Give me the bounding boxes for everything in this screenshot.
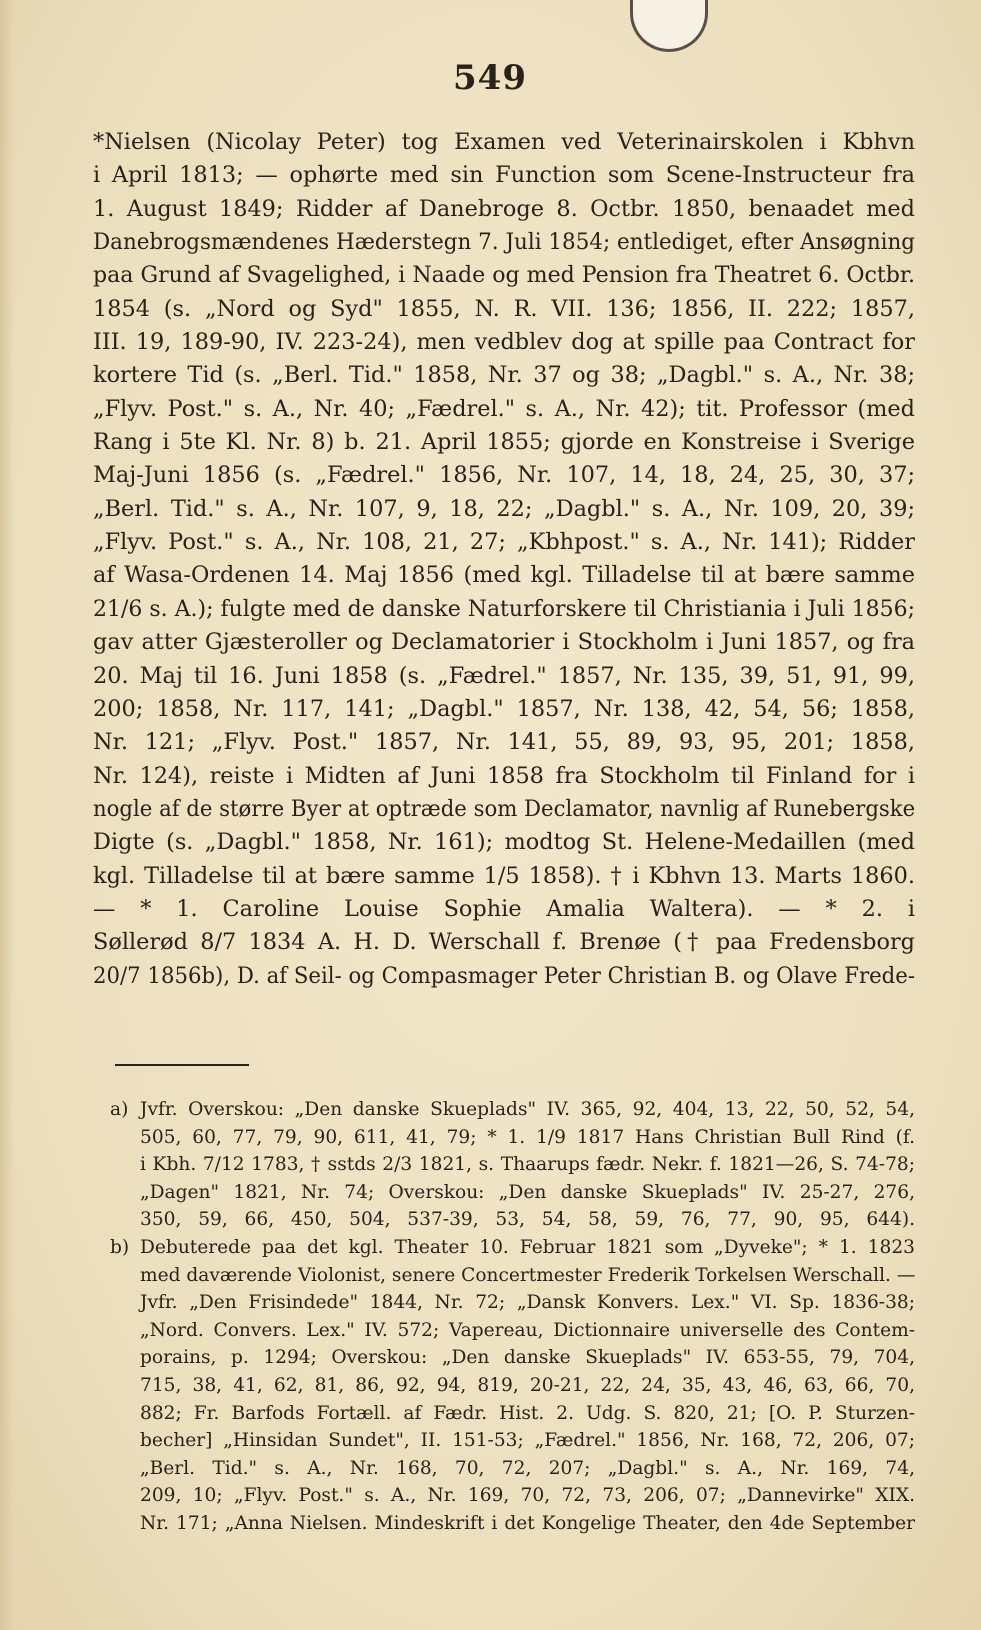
text-line: Digte (s. „Dagbl." 1858, Nr. 161); modtog St. Helene-Medaillen (med — [93, 829, 915, 856]
footnote-line: „Berl. Tid." s. A., Nr. 168, 70, 72, 207; „Dagbl." s. A., Nr. 169, 74, — [140, 1457, 915, 1479]
text-line: — * 1. Caroline Louise Sophie Amalia Waltera). — * 2. i — [93, 895, 915, 922]
text-line: *Nielsen (Nicolay Peter) tog Examen ved Veterinairskolen i Kbhvn — [93, 129, 915, 155]
text-line: Nr. 124), reiste i Midten af Juni 1858 fra Stockholm til Finland for i — [93, 762, 915, 789]
text-line: Rang i 5te Kl. Nr. 8) b. 21. April 1855; gjorde en Konstreise i Sverige — [93, 429, 915, 456]
footnote-line: 209, 10; „Flyv. Post." s. A., Nr. 169, 70, 72, 73, 206, 07; „Dannevirke" XIX. — [140, 1485, 915, 1507]
footnote-line: becher] „Hinsidan Sundet", II. 151-53; „Fædrel." 1856, Nr. 168, 72, 206, 07; — [140, 1430, 915, 1452]
footnote — [110, 1096, 915, 1234]
text-line: 20/7 1856b), D. af Seil- og Compasmager Peter Christian B. og Olave Frede- — [93, 962, 915, 989]
text-line: kortere Tid (s. „Berl. Tid." 1858, Nr. 37 og 38; „Dagbl." s. A., Nr. 38; — [93, 362, 915, 389]
footnote-line: 505, 60, 77, 79, 90, 611, 41, 79; * 1. 1/9 1817 Hans Christian Bull Rind (f. — [140, 1126, 915, 1148]
text-line: 1. August 1849; Ridder af Danebroge 8. Octbr. 1850, benaadet med — [93, 195, 915, 222]
footnote-line: med daværende Violonist, senere Concertmester Frederik Torkelsen Werschall. — — [140, 1264, 916, 1286]
text-line: Maj-Juni 1856 (s. „Fædrel." 1856, Nr. 107, 14, 18, 24, 25, 30, 37; — [93, 462, 915, 489]
text-line: Nr. 121; „Flyv. Post." 1857, Nr. 141, 55, 89, 93, 95, 201; 1858, — [93, 729, 915, 756]
text-line: 20. Maj til 16. Juni 1858 (s. „Fædrel." 1857, Nr. 135, 39, 51, 91, 99, — [93, 662, 915, 689]
text-line: „Flyv. Post." s. A., Nr. 108, 21, 27; „Kbhpost." s. A., Nr. 141); Ridder — [93, 529, 915, 556]
footnote-marker: b) — [110, 1236, 130, 1258]
footnote-line: Jvfr. „Den Frisindede" 1844, Nr. 72; „Dansk Konvers. Lex." VI. Sp. 1836-38; — [140, 1292, 915, 1314]
footnote-line: Nr. 171; „Anna Nielsen. Mindeskrift i det Kongelige Theater, den 4de September — [140, 1512, 915, 1534]
footnote-line: porains, p. 1294; Overskou: „Den danske Skueplads" IV. 653-55, 79, 704, — [140, 1347, 915, 1369]
text-line: Danebrogsmændenes Hæderstegn 7. Juli 1854; entlediget, efter Ansøgning — [93, 229, 915, 256]
footnote-line: „Nord. Convers. Lex." IV. 572; Vapereau, Dictionnaire universelle des Contem- — [140, 1319, 915, 1341]
footnote-line: Jvfr. Overskou: „Den danske Skueplads" IV. 365, 92, 404, 13, 22, 50, 52, 54, — [140, 1099, 915, 1120]
text-line: nogle af de større Byer at optræde som Declamator, navnlig af Runebergske — [93, 795, 916, 822]
footnote-divider — [115, 1064, 249, 1066]
binding-hole — [630, 0, 708, 52]
footnote-marker: a) — [110, 1099, 129, 1120]
footnote — [110, 1234, 915, 1538]
text-line: „Flyv. Post." s. A., Nr. 40; „Fædrel." s. A., Nr. 42); tit. Professor (med — [93, 395, 915, 422]
footnote-line: 715, 38, 41, 62, 81, 86, 92, 94, 819, 20-21, 22, 24, 35, 43, 46, 63, 66, 70, — [140, 1374, 915, 1396]
footnote-line: i Kbh. 7/12 1783, † sstds 2/3 1821, s. Thaarups fædr. Nekr. f. 1821—26, S. 74-78; — [140, 1154, 915, 1176]
text-line: 200; 1858, Nr. 117, 141; „Dagbl." 1857, Nr. 138, 42, 54, 56; 1858, — [93, 695, 915, 722]
page-number: 549 — [453, 58, 527, 98]
footnote-line: Debuterede paa det kgl. Theater 10. Februar 1821 som „Dyveke"; * 1. 1823 — [140, 1236, 915, 1258]
text-line: gav atter Gjæsteroller og Declamatorier i Stockholm i Juni 1857, og fra — [93, 629, 915, 656]
text-line: 21/6 s. A.); fulgte med de danske Naturforskere til Christiania i Juli 1856; — [93, 595, 915, 622]
text-line: af Wasa-Ordenen 14. Maj 1856 (med kgl. Tilladelse til at bære samme — [93, 562, 915, 589]
footnote-line: 350, 59, 66, 450, 504, 537-39, 53, 54, 58, 59, 76, 77, 90, 95, 644). — [140, 1209, 915, 1231]
main-text — [93, 126, 915, 993]
text-line: Søllerød 8/7 1834 A. H. D. Werschall f. Brenøe († paa Fredensborg — [93, 929, 915, 956]
text-line: kgl. Tilladelse til at bære samme 1/5 1858). † i Kbhvn 13. Marts 1860. — [93, 862, 915, 889]
footnote-line: 882; Fr. Barfods Fortæll. af Fædr. Hist. 2. Udg. S. 820, 21; [O. P. Sturzen- — [140, 1402, 915, 1424]
footnotes — [110, 1096, 915, 1538]
footnote-line: „Dagen" 1821, Nr. 74; Overskou: „Den danske Skueplads" IV. 25-27, 276, — [140, 1181, 915, 1203]
text-line: „Berl. Tid." s. A., Nr. 107, 9, 18, 22; „Dagbl." s. A., Nr. 109, 20, 39; — [93, 495, 915, 522]
text-line: i April 1813; — ophørte med sin Function som Scene-Instructeur fra — [93, 162, 915, 189]
text-line: III. 19, 189-90, IV. 223-24), men vedblev dog at spille paa Contract for — [93, 329, 915, 356]
text-line: 1854 (s. „Nord og Syd" 1855, N. R. VII. 136; 1856, II. 222; 1857, — [93, 295, 915, 322]
page-edge-shadow — [0, 0, 14, 1630]
text-line: paa Grund af Svagelighed, i Naade og med Pension fra Theatret 6. Octbr. — [93, 262, 915, 289]
